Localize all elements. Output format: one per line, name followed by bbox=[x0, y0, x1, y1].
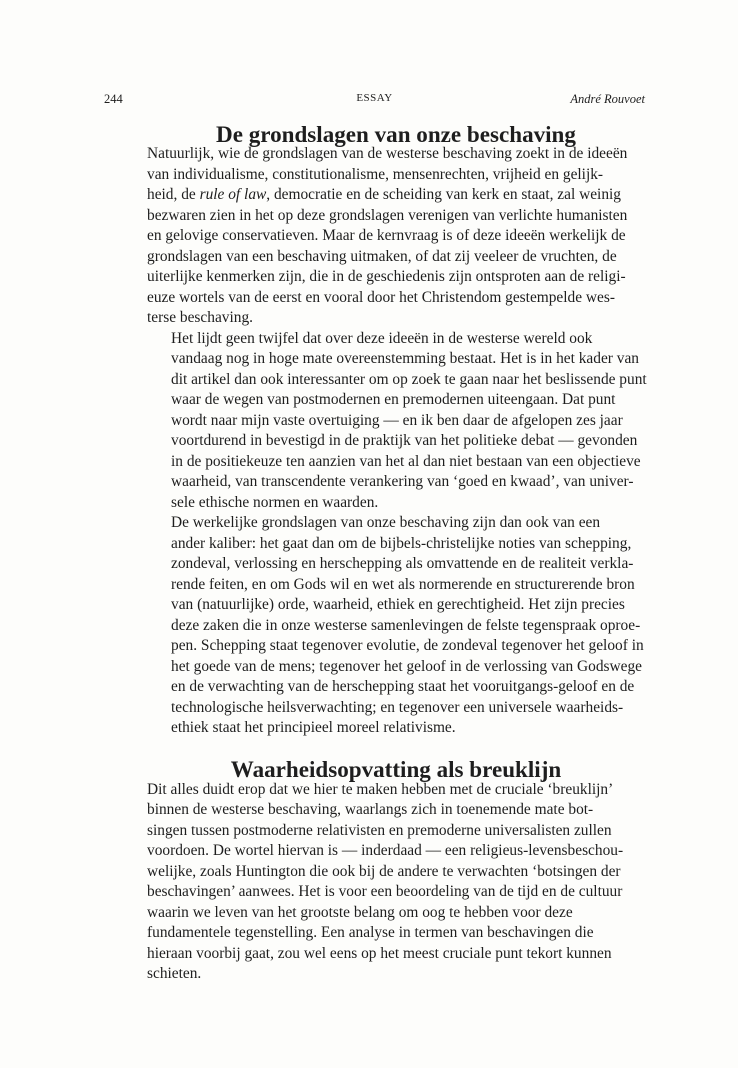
text-line: voordoen. De wortel hiervan is — inderdaad — een religieus-levensbeschou- bbox=[147, 842, 624, 859]
text-line: zondeval, verlossing en herschepping als omvattende en de realiteit verkla- bbox=[171, 555, 634, 572]
text-line: De werkelijke grondslagen van onze beschaving zijn dan ook van een bbox=[171, 514, 601, 531]
section-title: De grondslagen van onze beschaving bbox=[216, 121, 576, 147]
text-line: euze wortels van de eerst en vooral door het Christendom gestempelde wes- bbox=[147, 288, 615, 306]
text-line: in de positiekeuze ten aanzien van het al dan niet bestaan van een objectieve bbox=[171, 452, 641, 470]
text-line: Dit alles duidt erop dat we hier te maken hebben met de cruciale ‘breuklijn’ bbox=[147, 780, 614, 798]
text-line: en gelovige conservatieven. Maar de kernvraag is of deze ideeën werkelijk de bbox=[147, 227, 626, 244]
text-line: deze zaken die in onze westerse samenlevingen de felste tegenspraak oproe- bbox=[171, 616, 641, 634]
text-line: ethiek staat het principieel moreel relativisme. bbox=[171, 719, 456, 736]
text-line bbox=[147, 185, 645, 206]
section-label: ESSAY bbox=[356, 92, 393, 104]
paragraph bbox=[147, 513, 645, 739]
paragraph bbox=[147, 144, 645, 329]
text-line: vandaag nog in hoge mate overeenstemming bestaat. Het is in het kader van bbox=[171, 350, 639, 367]
text-line: welijke, zoals Huntington die ook bij de andere te verwachten ‘botsingen der bbox=[147, 862, 621, 880]
author-name: André Rouvoet bbox=[570, 92, 645, 106]
text-line: waar de wegen van postmodernen en premodernen uiteengaan. Dat punt bbox=[171, 391, 616, 408]
running-head bbox=[104, 92, 645, 110]
text-line: sele ethische normen en waarden. bbox=[171, 493, 379, 511]
text-line: uiterlijke kenmerken zijn, die in de geschiedenis zijn ontsproten aan de religi- bbox=[147, 268, 626, 285]
text-line: Het lijdt geen twijfel dat over deze ideeën in de westerse wereld ook bbox=[171, 329, 593, 347]
text-run: heid, de bbox=[147, 186, 200, 203]
text-line: fundamentele tegenstelling. Een analyse in termen van beschavingen die bbox=[147, 924, 594, 941]
text-line: rende feiten, en om Gods wil en wet als normerende en structurerende bron bbox=[171, 575, 635, 593]
text-line: van (natuurlijke) orde, waarheid, ethiek en gerechtigheid. Het zijn precies bbox=[171, 596, 625, 613]
section-title: Waarheidsopvatting als breuklijn bbox=[230, 755, 562, 782]
text-line: binnen de westerse beschaving, waarlangs zich in toenemende mate bot- bbox=[147, 801, 594, 818]
text-line: pen. Schepping staat tegenover evolutie, de zondeval tegenover het geloof in bbox=[171, 637, 644, 654]
text-line: grondslagen van een beschaving uitmaken, of dat zij veeleer de vruchten, de bbox=[147, 247, 617, 265]
text-line: beschavingen’ aanwees. Het is voor een beoordeling van de tijd en de cultuur bbox=[147, 883, 623, 900]
text-line: hieraan voorbij gaat, zou wel eens op het meest cruciale punt tekort kunnen bbox=[147, 944, 612, 962]
text-line: Natuurlijk, wie de grondslagen van de westerse beschaving zoekt in de ideeën bbox=[147, 145, 628, 162]
text-line: bezwaren zien in het op deze grondslagen verenigen van verlichte humanisten bbox=[147, 206, 628, 224]
text-line: en de verwachting van de herschepping staat het vooruitgangs-geloof en de bbox=[171, 678, 635, 695]
text-line: wordt naar mijn vaste overtuiging — en ik ben daar de afgelopen zes jaar bbox=[171, 411, 623, 429]
text-line: schieten. bbox=[147, 965, 202, 982]
text-line: waarin we leven van het grootste belang om oog te hebben voor deze bbox=[147, 903, 573, 921]
page-number: 244 bbox=[104, 92, 123, 106]
text-line: ander kaliber: het gaat dan om de bijbels-christelijke noties van schepping, bbox=[171, 534, 632, 552]
italic-phrase: rule of law bbox=[199, 186, 267, 203]
paragraph bbox=[147, 780, 645, 985]
text-line: terse beschaving. bbox=[147, 309, 253, 326]
article-body bbox=[147, 121, 647, 985]
text-line: waarheid, van transcendente verankering van ‘goed en kwaad’, van univer- bbox=[171, 473, 634, 490]
text-run: , democratie en de scheiding van kerk en staat, zal weinig bbox=[266, 186, 621, 203]
text-line: technologische heilsverwachting; en tegenover een universele waarheids- bbox=[171, 698, 624, 716]
text-line: het goede van de mens; tegenover het geloof in de verlossing van Godswege bbox=[171, 657, 642, 675]
paragraph bbox=[147, 329, 645, 514]
text-line: dit artikel dan ook interessanter om op zoek te gaan naar het beslissende punt bbox=[171, 370, 647, 388]
text-line: singen tussen postmoderne relativisten en premoderne universalisten zullen bbox=[147, 821, 612, 839]
text-line: voortdurend in bevestigd in de praktijk van het politieke debat — gevonden bbox=[171, 432, 638, 449]
text-line: van individualisme, constitutionalisme, mensenrechten, vrijheid en gelijk- bbox=[147, 165, 604, 183]
